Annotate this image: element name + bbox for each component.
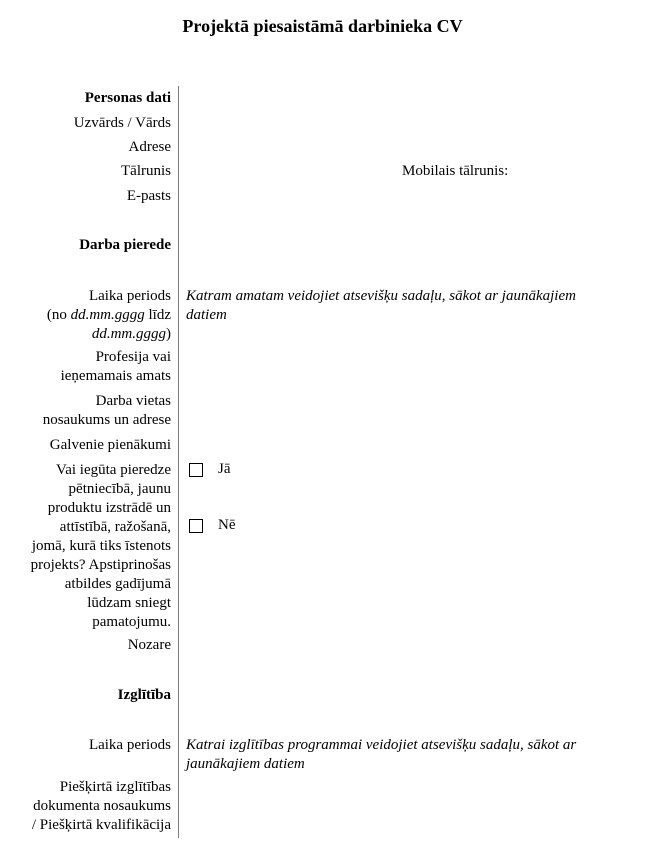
section-heading-personal: Personas dati [84, 90, 171, 106]
label-profession [6, 348, 171, 386]
yes-label: Jā [218, 461, 231, 477]
work-period-close: ) [166, 326, 171, 342]
research-line-5: jomā, kurā tiks īstenots [31, 538, 171, 554]
column-divider [178, 86, 179, 838]
label-address: Adrese [128, 139, 171, 155]
profession-line-1: Profesija vai [95, 349, 171, 365]
option-yes[interactable] [189, 461, 231, 478]
workplace-line-2: nosaukums un adrese [42, 412, 171, 428]
research-line-6: projekts? Apstiprinošas [30, 557, 171, 573]
research-line-8: lūdzam sniegt [87, 595, 171, 611]
no-checkbox[interactable] [189, 519, 203, 533]
research-line-1: Vai iegūta pieredze [56, 462, 171, 478]
workplace-line-1: Darba vietas [95, 393, 171, 409]
section-heading-education: Izglītība [117, 687, 171, 703]
research-line-7: atbildes gadījumā [64, 576, 171, 592]
work-period-date-from: dd.mm.gggg [70, 307, 145, 323]
research-line-9: pamatojumu. [92, 614, 171, 630]
label-phone: Tālrunis [121, 163, 171, 179]
research-line-2: pētniecībā, jaunu [68, 481, 171, 497]
label-research-question [9, 461, 171, 632]
document-line-3: / Piešķirtā kvalifikācija [31, 817, 171, 833]
page-title: Projektā piesaistāmā darbinieka CV [182, 16, 463, 36]
work-period-note: Katram amatam veidojiet atsevišķu sadaļu, sākot ar jaunākajiem datiem [186, 288, 576, 323]
label-education-period: Laika periods [88, 737, 171, 753]
document-line-1: Piešķirtā izglītības [59, 779, 171, 795]
research-line-3: produktu izstrādē un [47, 500, 171, 516]
section-heading-experience: Darba pierede [79, 237, 171, 253]
label-workplace [6, 392, 171, 430]
option-no[interactable] [189, 517, 236, 534]
document-line-2: dokumenta nosaukums [33, 798, 171, 814]
yes-checkbox[interactable] [189, 463, 203, 477]
education-period-note: Katrai izglītības programmai veidojiet atsevišķu sadaļu, sākot ar jaunākajiem datiem [186, 737, 577, 772]
no-label: Nē [218, 517, 236, 533]
label-mobile-phone: Mobilais tālrunis: [402, 163, 509, 179]
label-work-period [6, 287, 171, 344]
research-line-4: attīstībā, ražošanā, [59, 519, 171, 535]
work-period-line-2 [6, 306, 171, 325]
label-field: Nozare [127, 637, 171, 653]
work-period-until: līdz [144, 307, 171, 323]
label-duties: Galvenie pienākumi [49, 437, 171, 453]
work-period-date-to: dd.mm.gggg [91, 326, 166, 342]
label-email: E-pasts [126, 188, 171, 204]
work-period-open: (no [46, 307, 71, 323]
label-education-document [6, 778, 171, 835]
work-period-line-3 [6, 325, 171, 344]
label-name: Uzvārds / Vārds [73, 115, 171, 131]
profession-line-2: ieņemamais amats [60, 368, 171, 384]
work-period-line-1: Laika periods [88, 288, 171, 304]
